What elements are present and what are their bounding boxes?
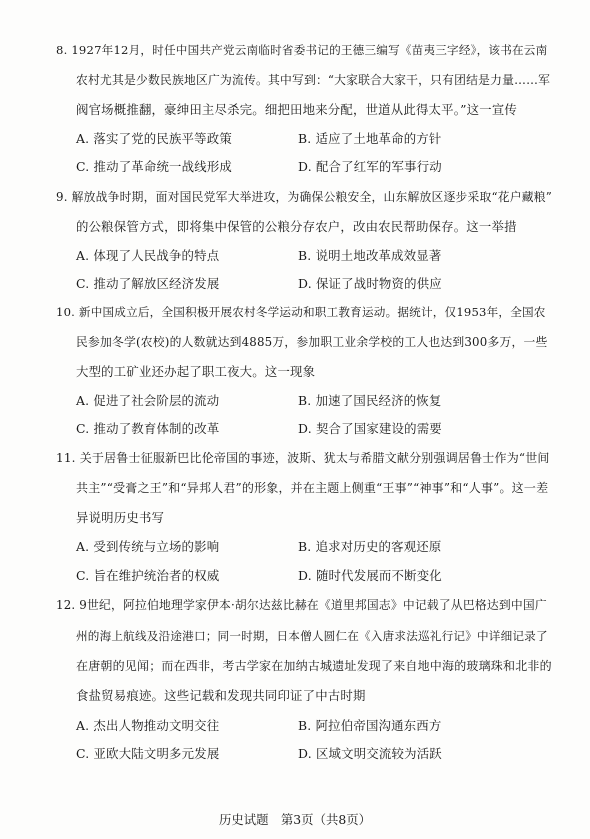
- question-11-stem-line-3: 异说明历史书写: [76, 510, 165, 525]
- question-12-stem-line-3: 在唐朝的见闻；而在西非，考古学家在加纳古城遗址发现了来自地中海的玻璃珠和北非的: [76, 659, 552, 673]
- question-12-option-d[interactable]: D. 区域文明交流较为活跃: [298, 746, 442, 761]
- question-10-option-c[interactable]: C. 推动了教育体制的改革: [76, 421, 220, 436]
- question-9-option-a[interactable]: A. 体现了人民战争的特点: [76, 248, 220, 263]
- question-9-stem-line-1: 9. 解放战争时期，面对国民党军大举进攻，为确保公粮安全，山东解放区逐步采取“花户藏粮”: [56, 190, 552, 204]
- question-11-option-a[interactable]: A. 受到传统与立场的影响: [76, 539, 220, 554]
- page-footer: 历史试题 第3页（共8页）: [218, 812, 372, 827]
- question-10-option-a[interactable]: A. 促进了社会阶层的流动: [76, 393, 220, 408]
- question-10-option-d[interactable]: D. 契合了国家建设的需要: [298, 421, 442, 436]
- question-11-stem-line-2: 共主”“受膏之王”和“异邦人君”的形象，并在主题上侧重“王事”“神事”和“人事”。这一差: [76, 481, 549, 495]
- question-12-stem-line-4: 食盐贸易痕迹。这些记载和发现共同印证了中古时期: [76, 688, 366, 703]
- question-10-option-b[interactable]: B. 加速了国民经济的恢复: [298, 393, 442, 408]
- question-11-option-d[interactable]: D. 随时代发展而不断变化: [298, 568, 442, 583]
- question-11-stem-line-1: 11. 关于居鲁士征服新巴比伦帝国的事迹，波斯、犹太与希腊文献分别强调居鲁士作为“世间: [56, 451, 550, 465]
- question-10-stem-line-3: 大型的工矿业还办起了职工夜大。这一现象: [76, 364, 316, 379]
- question-8-option-c[interactable]: C. 推动了革命统一战线形成: [76, 159, 233, 174]
- question-10-stem-line-1: 10. 新中国成立后，全国积极开展农村冬学运动和职工教育运动。据统计，仅1953年，全国农: [56, 305, 546, 319]
- question-8-option-d[interactable]: D. 配合了红军的军事行动: [298, 159, 442, 174]
- question-9-option-d[interactable]: D. 保证了战时物资的供应: [298, 276, 442, 291]
- question-12-stem-line-2: 州的海上航线及沿途港口；同一时期，日本僧人圆仁在《入唐求法巡礼行记》中详细记录了: [76, 629, 548, 643]
- question-10-stem-line-2: 民参加冬学(农校)的人数就达到4885万，参加职工业余学校的工人也达到300多万，一些: [76, 335, 548, 349]
- question-12-option-b[interactable]: B. 阿拉伯帝国沟通东西方: [298, 718, 442, 733]
- question-9-option-c[interactable]: C. 推动了解放区经济发展: [76, 276, 220, 291]
- question-12-option-c[interactable]: C. 亚欧大陆文明多元发展: [76, 746, 220, 761]
- question-8-stem-line-2: 农村尤其是少数民族地区广为流传。其中写到：“大家联合大家干，只有团结是力量……军: [76, 73, 551, 87]
- question-8-option-b[interactable]: B. 适应了土地革命的方针: [298, 131, 442, 146]
- question-8-stem-line-3: 阀官场概推翻，豪绅田主尽杀完。细把田地来分配，世道从此得太平。”这一宣传: [76, 102, 518, 117]
- question-9-option-b[interactable]: B. 说明土地改革成效显著: [298, 248, 442, 263]
- question-8-option-a[interactable]: A. 落实了党的民族平等政策: [76, 131, 232, 146]
- question-11-option-c[interactable]: C. 旨在维护统治者的权威: [76, 568, 220, 583]
- question-9-stem-line-2: 的公粮保管方式，即将集中保管的公粮分存农户，改由农民帮助保存。这一举措: [76, 219, 517, 234]
- question-11-option-b[interactable]: B. 追求对历史的客观还原: [298, 539, 442, 554]
- question-12-stem-line-1: 12. 9世纪，阿拉伯地理学家伊本·胡尔达兹比赫在《道里邦国志》中记载了从巴格达到中国广: [56, 598, 547, 612]
- question-8-stem-line-1: 8. 1927年12月，时任中国共产党云南临时省委书记的王德三编写《苗夷三字经》，该书在云南: [56, 43, 548, 57]
- question-12-option-a[interactable]: A. 杰出人物推动文明交往: [76, 718, 220, 733]
